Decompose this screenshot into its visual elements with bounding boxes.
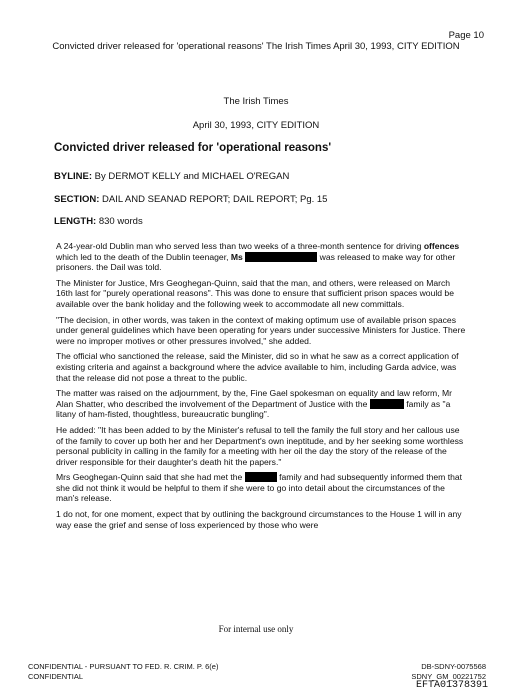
page-number: Page 10 (448, 30, 484, 41)
length-label: LENGTH: (54, 216, 97, 227)
byline-value: By DERMOT KELLY and MICHAEL O'REGAN (94, 171, 290, 182)
article-body (56, 241, 466, 535)
confidential-line-1: CONFIDENTIAL - PURSUANT TO FED. R. CRIM. P. 6(e) (28, 662, 219, 671)
efta-number: EFTA01378391 (415, 680, 488, 691)
paragraph-1-text-e: was released to make way for other prisoners. the Dail was told. (56, 251, 456, 273)
paragraph-1 (56, 241, 466, 273)
paragraph-3: "The decision, in other words, was taken in the context of making optimum use of available prison spaces under general guidelines which have been operating for years under successive Ministers for Justice. There were no improper motives or other pressures involved," she added. (56, 314, 466, 346)
article-headline: Convicted driver released for 'operational reasons' (54, 142, 332, 154)
redaction-box (370, 399, 404, 409)
paragraph-5 (56, 388, 466, 420)
publication-date: April 30, 1993, CITY EDITION (192, 120, 320, 131)
paragraph-1-bold-offences: offences (423, 241, 460, 251)
internal-use-note: For internal use only (218, 624, 294, 634)
byline (54, 171, 289, 182)
paragraph-4: The official who sanctioned the release, said the Minister, did so in what he saw as a correct application of existing criteria and against a background where the advice available to him, including Garda advice, was that the release did not pose a threat to the public. (56, 351, 459, 383)
section-value: DAIL AND SEANAD REPORT; DAIL REPORT; Pg. 15 (102, 194, 328, 205)
paragraph-5-text-b: family as "a litany of ham-fisted, thoughtless, bureaucratic bungling". (56, 398, 451, 420)
bates-number-1: DB-SDNY-0075568 (421, 662, 486, 671)
paragraph-7 (56, 472, 466, 504)
paragraph-1-text-a: A 24-year-old Dublin man who served less than two weeks of a three-month sentence for driving (56, 241, 424, 251)
document-header: Convicted driver released for 'operational reasons' The Irish Times April 30, 1993, CITY EDITION (52, 41, 460, 52)
paragraph-6: He added: "It has been added to by the Minister's refusal to tell the family the full story and her callous use of the family to cover up both her and her Department's own ineptitude, and by her seeking some worthless personal publicity in calling in the family for a meeting with her oil the day the story of the release of the driver responsible for their daughter's death hit the papers." (56, 424, 464, 467)
paragraph-8: 1 do not, for one moment, expect that by outlining the background circumstances to the House 1 will in any way ease the grief and sense of loss experienced by those who were (56, 509, 462, 530)
length-line (54, 216, 143, 227)
paragraph-7-text-a: Mrs Geoghegan-Quinn said that she had met the (56, 472, 245, 483)
confidential-line-2: CONFIDENTIAL (28, 672, 84, 681)
redaction-box (245, 472, 277, 482)
section-label: SECTION: (54, 194, 100, 205)
redaction-box (245, 252, 317, 262)
bates-number-2: SDNY_GM_00221752 (411, 672, 486, 681)
paragraph-1-text-c: which led to the death of the Dublin teenager, (56, 251, 231, 262)
publication-name: The Irish Times (223, 96, 289, 107)
paragraph-7-text-b: family and had subsequently informed them that she did not think it would be helpful to them if she were to go into detail about the circumstances of the man's release. (56, 472, 463, 504)
section-line (54, 194, 327, 205)
paragraph-5-text-a: The matter was raised on the adjournment, by the, Fine Gael spokesman on equality and law reform, Mr Alan Shatter, who described the involvement of the Department of Justice with the (56, 388, 452, 409)
byline-label: BYLINE: (54, 171, 92, 182)
paragraph-1-bold-ms: Ms (230, 251, 243, 262)
length-value: 830 words (98, 216, 143, 227)
paragraph-2: The Minister for Justice, Mrs Geoghegan-Quinn, said that the man, and others, were released on March 16th last for "purely operational reasons". This was done to ensure that sufficient prison spaces would be available over the bank holiday and the following week to accommodate all new committals. (56, 277, 454, 309)
